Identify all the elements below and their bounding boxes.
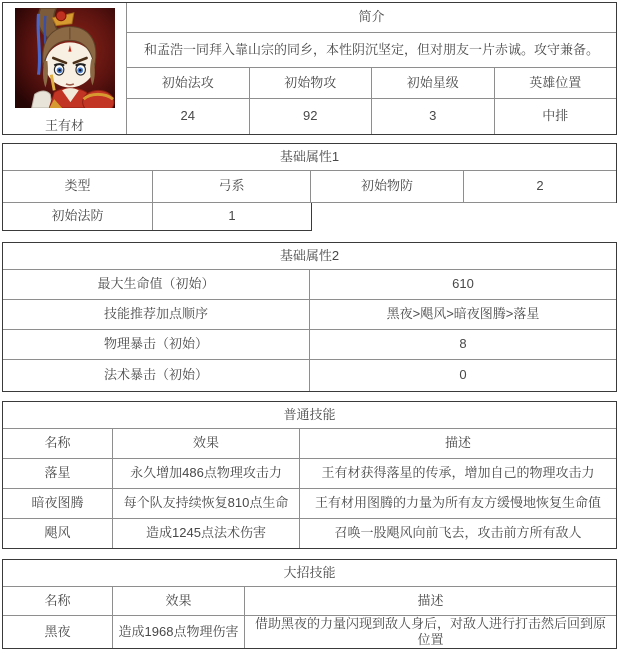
stat-header-physical-attack: 初始物攻 bbox=[250, 68, 373, 98]
hero-portrait bbox=[14, 8, 116, 108]
normal-skills-header-row bbox=[3, 429, 616, 459]
stat-value-magic-attack: 24 bbox=[127, 99, 250, 134]
intro-stat-value-row bbox=[127, 99, 616, 134]
intro-stat-header-row bbox=[127, 68, 616, 99]
skill-col-header-effect: 效果 bbox=[113, 429, 300, 458]
skill-desc: 王有材获得落星的传承，增加自己的物理攻击力 bbox=[321, 465, 595, 481]
skill-order-label: 技能推荐加点顺序 bbox=[3, 300, 310, 329]
ultimate-skills-header-row bbox=[3, 587, 616, 616]
skill-row-heiye bbox=[3, 616, 616, 648]
basic1-row1 bbox=[3, 171, 616, 203]
basic1-title: 基础属性1 bbox=[279, 148, 340, 164]
type-value: 弓系 bbox=[153, 171, 311, 202]
skill-col-header-desc: 描述 bbox=[444, 435, 471, 451]
skill-desc: 王有材用图腾的力量为所有友方缓慢地恢复生命值 bbox=[314, 495, 601, 511]
skill-effect: 永久增加486点物理攻击力 bbox=[113, 459, 300, 488]
hero-cell bbox=[3, 3, 127, 134]
skill-effect: 每个队友持续恢复810点生命 bbox=[113, 489, 300, 518]
stat-value-physical-attack: 92 bbox=[250, 99, 373, 134]
basic2-table bbox=[2, 242, 617, 392]
stat-value-star-level: 3 bbox=[372, 99, 495, 134]
intro-table bbox=[2, 2, 617, 135]
magic-defense-label: 初始法防 bbox=[3, 203, 153, 230]
stat-header-hero-position: 英雄位置 bbox=[529, 74, 582, 90]
physical-crit-value: 8 bbox=[459, 336, 467, 352]
intro-title-row bbox=[127, 3, 616, 33]
skill-effect: 造成1968点物理伤害 bbox=[113, 616, 245, 648]
ultimate-skills-title: 大招技能 bbox=[283, 564, 336, 580]
magic-crit-label: 法术暴击（初始） bbox=[3, 360, 310, 391]
max-hp-value: 610 bbox=[452, 276, 474, 292]
stat-header-magic-attack: 初始法攻 bbox=[127, 68, 250, 98]
skill-row-luoxing bbox=[3, 459, 616, 489]
magic-defense-value: 1 bbox=[228, 208, 236, 224]
intro-description-row bbox=[127, 33, 616, 68]
physical-crit-label: 物理暴击（初始） bbox=[3, 330, 310, 359]
skill-col-header-name: 名称 bbox=[3, 429, 113, 458]
basic2-title-row bbox=[3, 243, 616, 270]
skill-order-value: 黑夜>飓风>暗夜图腾>落星 bbox=[386, 306, 540, 322]
skill-desc: 借助黑夜的力量闪现到敌人身后，对敌人进行打击然后回到原位置 bbox=[254, 615, 606, 647]
physical-defense-value: 2 bbox=[536, 178, 544, 194]
normal-skills-title: 普通技能 bbox=[283, 406, 336, 422]
basic1-table bbox=[2, 143, 617, 203]
intro-table-right bbox=[127, 3, 616, 134]
physical-defense-label: 初始物防 bbox=[311, 171, 464, 202]
stat-header-star-level: 初始星级 bbox=[372, 68, 495, 98]
skill-desc: 召唤一股飓风向前飞去，攻击前方所有敌人 bbox=[334, 525, 582, 541]
max-hp-label: 最大生命值（初始） bbox=[3, 270, 310, 299]
normal-skills-table bbox=[2, 401, 617, 549]
skill-effect: 造成1245点法术伤害 bbox=[113, 519, 300, 548]
ultimate-skills-title-row bbox=[3, 560, 616, 587]
intro-title: 简介 bbox=[358, 9, 385, 25]
basic2-title: 基础属性2 bbox=[279, 247, 340, 263]
stat-value-hero-position: 中排 bbox=[542, 108, 569, 124]
type-label: 类型 bbox=[3, 171, 153, 202]
intro-description: 和孟浩一同拜入靠山宗的同乡，本性阴沉坚定，但对朋友一片赤诚。攻守兼备。 bbox=[143, 41, 599, 57]
magic-crit-value: 0 bbox=[459, 367, 467, 383]
basic2-row-max-hp bbox=[3, 270, 616, 300]
basic2-row-skill-order bbox=[3, 300, 616, 330]
basic1-title-row bbox=[3, 144, 616, 171]
skill-row-anyetuteng bbox=[3, 489, 616, 519]
skill-name: 黑夜 bbox=[3, 616, 113, 648]
ult-col-header-desc: 描述 bbox=[417, 592, 444, 608]
skill-row-jufeng bbox=[3, 519, 616, 548]
skill-name: 暗夜图腾 bbox=[3, 489, 113, 518]
basic1-partial-row bbox=[2, 203, 312, 231]
basic2-row-magic-crit bbox=[3, 360, 616, 391]
ultimate-skills-table bbox=[2, 559, 617, 649]
skill-name: 飓风 bbox=[3, 519, 113, 548]
hero-name: 王有材 bbox=[44, 118, 84, 133]
skill-name: 落星 bbox=[3, 459, 113, 488]
basic2-row-physical-crit bbox=[3, 330, 616, 360]
ult-col-header-effect: 效果 bbox=[113, 587, 245, 615]
ult-col-header-name: 名称 bbox=[3, 587, 113, 615]
normal-skills-title-row bbox=[3, 402, 616, 429]
